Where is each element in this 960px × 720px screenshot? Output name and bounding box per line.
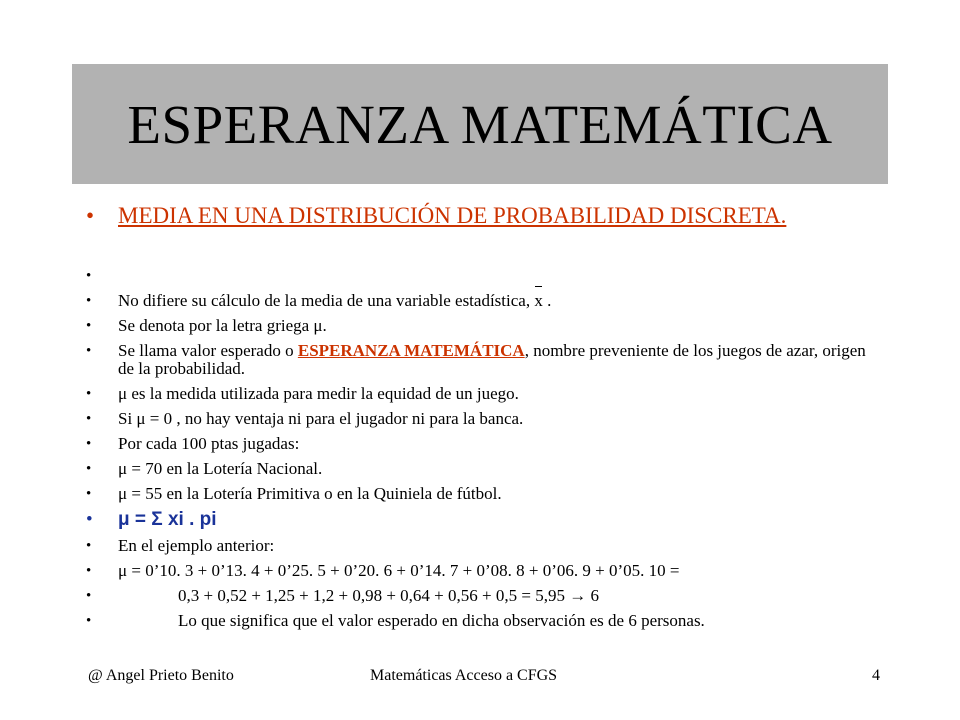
bullet-item — [86, 410, 886, 428]
bullet-dot: • — [86, 563, 92, 579]
bullet-text: μ = 70 en la Lotería Nacional. — [118, 459, 323, 478]
bullet-item — [86, 317, 886, 335]
heading-text: MEDIA EN UNA DISTRIBUCIÓN DE PROBABILIDAD DISCRETA. — [118, 203, 787, 228]
bullet-heading — [86, 205, 886, 267]
bullet-item — [86, 485, 886, 503]
bullet-list — [86, 205, 886, 637]
bullet-item — [86, 292, 886, 310]
bullet-dot: • — [86, 436, 92, 452]
footer-author: @ Angel Prieto Benito — [88, 667, 234, 684]
bullet-text: μ es la medida utilizada para medir la equidad de un juego. — [118, 384, 519, 403]
bullet-text: , nombre preveniente de los juegos de azar, origen de la probabilidad. — [118, 341, 866, 378]
bullet-dot: • — [86, 588, 92, 604]
bullet-item — [86, 612, 886, 630]
footer-course: Matemáticas Acceso a CFGS — [370, 667, 558, 684]
bullet-dot: • — [86, 461, 92, 477]
highlight-term: ESPERANZA MATEMÁTICA — [297, 341, 525, 360]
title-banner — [72, 64, 888, 184]
bullet-text: Lo que significa que el valor esperado en dicha observación es de 6 personas. — [178, 611, 705, 630]
bullet-empty — [86, 267, 886, 285]
bullet-text: No difiere su cálculo de la media de una variable estadística, — [118, 291, 531, 310]
bullet-text: 0,3 + 0,52 + 1,25 + 1,2 + 0,98 + 0,64 + 0,56 + 0,5 = 5,95 → 6 — [178, 586, 599, 605]
bullet-text: Si μ = 0 , no hay ventaja ni para el jugador ni para la banca. — [118, 409, 524, 428]
bullet-item — [86, 342, 886, 378]
bullet-text: Se denota por la letra griega μ. — [118, 316, 327, 335]
bullet-dot: • — [86, 509, 93, 530]
bullet-text: Se llama valor esperado o — [118, 341, 298, 360]
bullet-item — [86, 587, 886, 605]
bullet-item — [86, 460, 886, 478]
bullet-text: Por cada 100 ptas jugadas: — [118, 434, 300, 453]
bullet-text: En el ejemplo anterior: — [118, 536, 275, 555]
bullet-dot: • — [86, 318, 92, 334]
bullet-item — [86, 537, 886, 555]
bullet-item — [86, 562, 886, 580]
bullet-dot: • — [86, 268, 92, 284]
bullet-dot: • — [86, 293, 92, 309]
bullet-item — [86, 435, 886, 453]
page-number: 4 — [872, 667, 880, 684]
bullet-dot: • — [86, 538, 92, 554]
bullet-dot: • — [86, 343, 92, 359]
formula-text: μ = Σ xi . pi — [118, 509, 217, 530]
bullet-text: μ = 55 en la Lotería Primitiva o en la Quiniela de fútbol. — [118, 484, 502, 503]
bullet-dot: • — [86, 386, 92, 402]
slide-title: ESPERANZA MATEMÁTICA — [127, 93, 833, 155]
bullet-dot: • — [86, 203, 95, 228]
bullet-formula — [86, 510, 886, 530]
bullet-dot: • — [86, 613, 92, 629]
x-bar-symbol: x — [534, 291, 543, 310]
bullet-dot: • — [86, 486, 92, 502]
bullet-dot: • — [86, 411, 92, 427]
bullet-text: μ = 0’10. 3 + 0’13. 4 + 0’25. 5 + 0’20. 6 + 0’14. 7 + 0’08. 8 + 0’06. 9 + 0’05. 10 = — [118, 561, 680, 580]
bullet-text: . — [547, 291, 552, 310]
bullet-item — [86, 385, 886, 403]
